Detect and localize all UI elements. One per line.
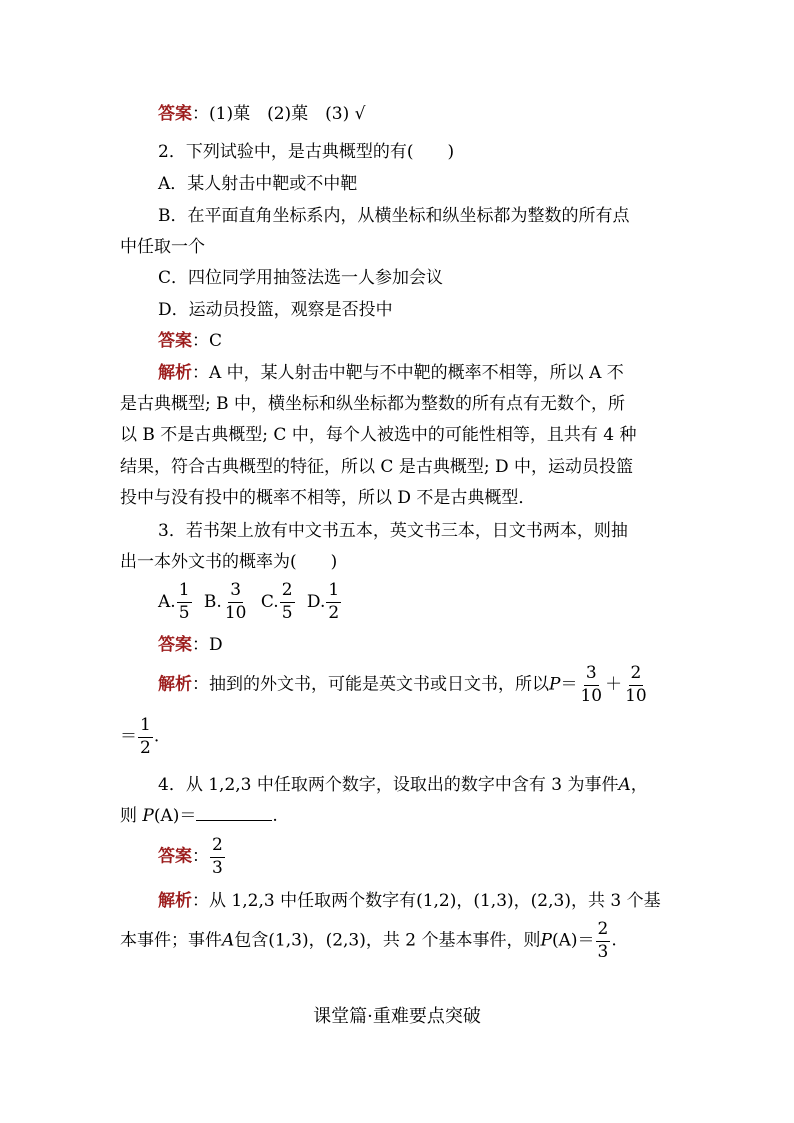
q3-stem-line1: 3．若书架上放有中文书五本，英文书三本，日文书两本，则抽 — [158, 521, 628, 541]
fraction: $\frac{1}{2}$ — [328, 580, 340, 623]
q2-option-a: A．某人射击中靶或不中靶 — [158, 174, 358, 194]
analysis-label: 解析 — [158, 891, 192, 911]
fraction: $\frac{2}{3}$ — [212, 835, 223, 878]
analysis-label: 解析 — [158, 674, 192, 695]
q2-option-c: C．四位同学用抽签法选一人参加会议 — [158, 268, 444, 288]
fraction: $\frac{3}{10}$ — [224, 580, 247, 623]
fraction: $\frac{2}{3}$ — [597, 919, 609, 962]
answer-label: 答案 — [158, 635, 192, 655]
q4-stem-line1: 4．从 1,2,3 中任取两个数字，设取出的数字中含有 3 为事件A， — [158, 775, 648, 795]
fraction: $\frac{2}{10}$ — [625, 663, 647, 706]
q3-option-b: B. $\frac{3}{10}$ — [203, 580, 247, 623]
q4-stem-line2: 则 P(A)＝ . — [120, 806, 278, 826]
q2-answer-text: ：C — [192, 331, 223, 351]
answer-blank — [196, 804, 272, 821]
section-title: 课堂篇·重难要点突破 — [313, 1006, 481, 1027]
q1-answer-text: ：(1)菓 (2)菓 (3) √ — [192, 104, 366, 124]
answer-label: 答案 — [158, 846, 192, 867]
q3-analysis-line1: 解析：抽到的外文书，可能是英文书或日文书，所以P＝ $\frac{3}{10}$ ＋ $\frac{2}{10}$ — [158, 663, 647, 706]
q3-options — [158, 581, 342, 623]
q2-analysis-text1: ：A 中，某人射击中靶与不中靶的概率不相等，所以 A 不 — [192, 363, 624, 383]
answer-label: 答案 — [158, 104, 192, 124]
fraction: $\frac{2}{5}$ — [281, 580, 293, 623]
q3-answer-line — [158, 633, 223, 657]
fraction: $\frac{1}{2}$ — [140, 715, 151, 758]
q3-option-c: C. $\frac{2}{5}$ — [260, 580, 293, 623]
variable-a: A — [618, 775, 631, 795]
q4-analysis-line1: 解析：从 1,2,3 中任取两个数字有(1,2)，(1,3)，(2,3)，共 3 个基 — [158, 891, 661, 911]
q3-option-a: A. $\frac{1}{5}$ — [158, 580, 190, 623]
variable-p: P — [549, 674, 561, 695]
q2-option-b-line1: B．在平面直角坐标系内，从横坐标和纵坐标都为整数的所有点 — [158, 206, 630, 226]
q1-answer-line — [158, 102, 365, 126]
answer-label: 答案 — [158, 331, 192, 351]
analysis-label: 解析 — [158, 363, 192, 383]
q3-stem-line2: 出一本外文书的概率为( ) — [120, 552, 338, 572]
q3-answer-text: ：D — [192, 635, 223, 655]
q4-analysis-line2: 本事件；事件A包含(1,3)，(2,3)，共 2 个基本事件，则P(A)＝ $\frac{2}{3}$ . — [120, 919, 617, 962]
q2-analysis-line5: 投中与没有投中的概率不相等，所以 D 不是古典概型． — [120, 488, 536, 508]
q2-option-b-line2: 中任取一个 — [120, 237, 205, 257]
fraction: $\frac{1}{5}$ — [178, 580, 190, 623]
q3-analysis-line2: ＝ $\frac{1}{2}$ . — [120, 715, 160, 758]
q2-option-d: D．运动员投篮，观察是否投中 — [158, 300, 393, 320]
q2-analysis-line4: 结果，符合古典概型的特征，所以 C 是古典概型; D 中，运动员投篮 — [120, 457, 633, 477]
q2-analysis-line2: 是古典概型; B 中，横坐标和纵坐标都为整数的所有点有无数个，所 — [120, 394, 626, 414]
q2-analysis-line1 — [158, 361, 624, 385]
q2-analysis-line3: 以 B 不是古典概型; C 中，每个人被选中的可能性相等，且共有 4 种 — [120, 425, 637, 445]
q2-answer-line — [158, 329, 222, 353]
fraction: $\frac{3}{10}$ — [580, 663, 603, 706]
q3-analysis-text: ：抽到的外文书，可能是英文书或日文书，所以 — [192, 674, 549, 695]
q3-option-d: D. $\frac{1}{2}$ — [306, 580, 340, 623]
q4-answer-line: 答案： $\frac{2}{3}$ — [158, 835, 223, 878]
q2-stem: 2．下列试验中，是古典概型的有( ) — [158, 142, 455, 162]
